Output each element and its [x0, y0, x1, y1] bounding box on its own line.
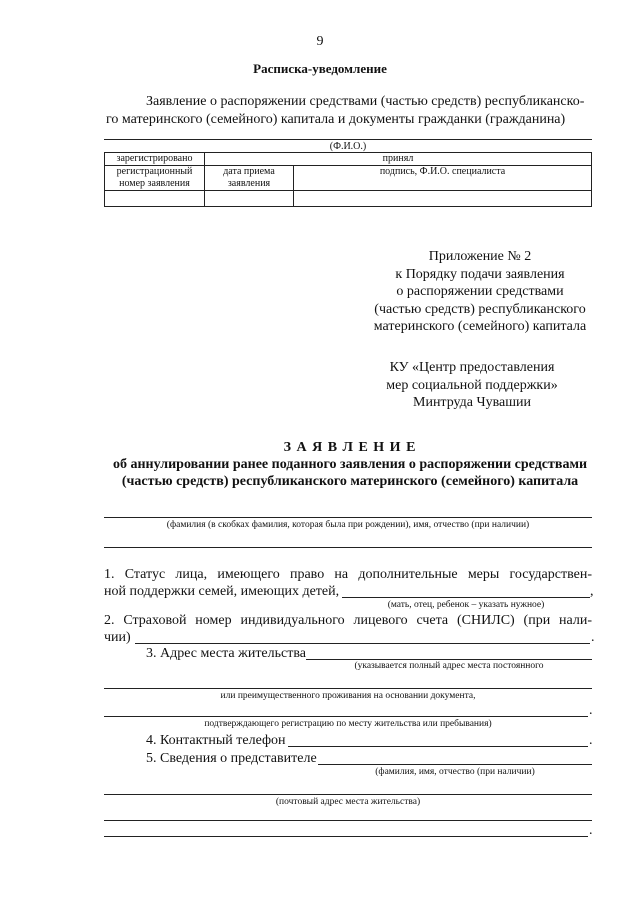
- item4-period: .: [589, 733, 593, 748]
- item3-caption3: подтверждающего регистрацию по месту жительства или пребывания): [204, 719, 492, 729]
- appendix-line: материнского (семейного) капитала: [373, 319, 587, 334]
- date-label-1: дата приема: [223, 166, 275, 177]
- address-field-line-2[interactable]: [104, 688, 592, 689]
- appendix-line: Приложение № 2: [428, 249, 532, 264]
- addressee-line: мер социальной поддержки»: [386, 377, 558, 393]
- addressee-line: КУ «Центр предоставления: [389, 360, 555, 375]
- signature-cell[interactable]: [294, 191, 592, 207]
- name-field-line-2[interactable]: [104, 547, 592, 548]
- receipt-statement-line1: Заявление о распоряжении средствами (частью средств) республиканско-: [146, 94, 585, 109]
- appendix-line: (частью средств) республиканского: [374, 301, 586, 317]
- appendix-block: [330, 248, 630, 336]
- appendix-line: к Порядку подачи заявления: [395, 266, 565, 282]
- item5-caption1: (фамилия, имя, отчество (при наличии): [375, 767, 535, 777]
- snils-field-line[interactable]: [135, 643, 590, 644]
- name-field-line[interactable]: [104, 517, 592, 518]
- date-cell[interactable]: [205, 191, 294, 207]
- receipt-table: [104, 152, 592, 207]
- reg-number-label-2: номер заявления: [119, 178, 190, 189]
- accepted-label: принял: [205, 153, 592, 166]
- postal-address-line-1[interactable]: [104, 820, 592, 821]
- name-caption: (фамилия (в скобках фамилия, которая была при рождении), имя, отчество (при наличии): [166, 520, 530, 530]
- date-label: [205, 166, 294, 191]
- item2-line1: 2. Страховой номер индивидуального лицевого счета (СНИЛС) (при нали-: [104, 613, 592, 628]
- reg-number-cell[interactable]: [105, 191, 205, 207]
- item2-line2: чии): [104, 630, 131, 645]
- postal-address-line-2[interactable]: [104, 836, 588, 837]
- item5-period: .: [589, 823, 593, 838]
- item3-caption2: или преимущественного проживания на основании документа,: [220, 691, 476, 701]
- reg-number-label-1: регистрационный: [116, 166, 193, 177]
- phone-field-line[interactable]: [288, 746, 588, 747]
- item3-period: .: [589, 703, 593, 718]
- application-title: З А Я В Л Е Н И Е: [283, 440, 417, 455]
- reg-number-label: [105, 166, 205, 191]
- date-label-2: заявления: [227, 178, 271, 189]
- application-subtitle-line2: (частью средств) республиканского материнского (семейного) капитала: [121, 474, 579, 489]
- registered-label: зарегистрировано: [105, 153, 205, 166]
- item1-line2: ной поддержки семей, имеющих детей,: [104, 584, 340, 599]
- item1-caption: (мать, отец, ребенок – указать нужное): [387, 600, 545, 610]
- appendix-line: о распоряжении средствами: [396, 284, 564, 299]
- representative-field-line-2[interactable]: [104, 794, 592, 795]
- item4-label: 4. Контактный телефон: [146, 733, 286, 748]
- item5-caption2: (почтовый адрес места жительства): [275, 797, 421, 807]
- item3-caption1: (указывается полный адрес места постоянного: [354, 661, 544, 671]
- status-field-line[interactable]: [342, 597, 590, 598]
- receipt-title: Расписка-уведомление: [253, 61, 387, 76]
- item5-label: 5. Сведения о представителе: [146, 751, 317, 766]
- fio-caption: (Ф.И.О.): [329, 141, 367, 152]
- item1-comma: ,: [590, 584, 594, 599]
- item1-line1: 1. Статус лица, имеющего право на дополнительные меры государствен-: [104, 567, 592, 582]
- item2-period: .: [591, 630, 595, 645]
- representative-field-line[interactable]: [318, 764, 592, 765]
- address-field-line-3[interactable]: [104, 716, 588, 717]
- application-subtitle-line1: об аннулировании ранее поданного заявления о распоряжении средствами: [112, 457, 588, 472]
- receipt-statement-line2: го материнского (семейного) капитала и документы гражданки (гражданина): [106, 112, 566, 127]
- fio-underline: [104, 139, 592, 140]
- item3-label: 3. Адрес места жительства: [146, 646, 306, 661]
- page-number: 9: [316, 34, 324, 49]
- addressee-line: Минтруда Чувашии: [413, 395, 531, 410]
- signature-label: подпись, Ф.И.О. специалиста: [294, 166, 592, 191]
- addressee-block: [322, 359, 622, 412]
